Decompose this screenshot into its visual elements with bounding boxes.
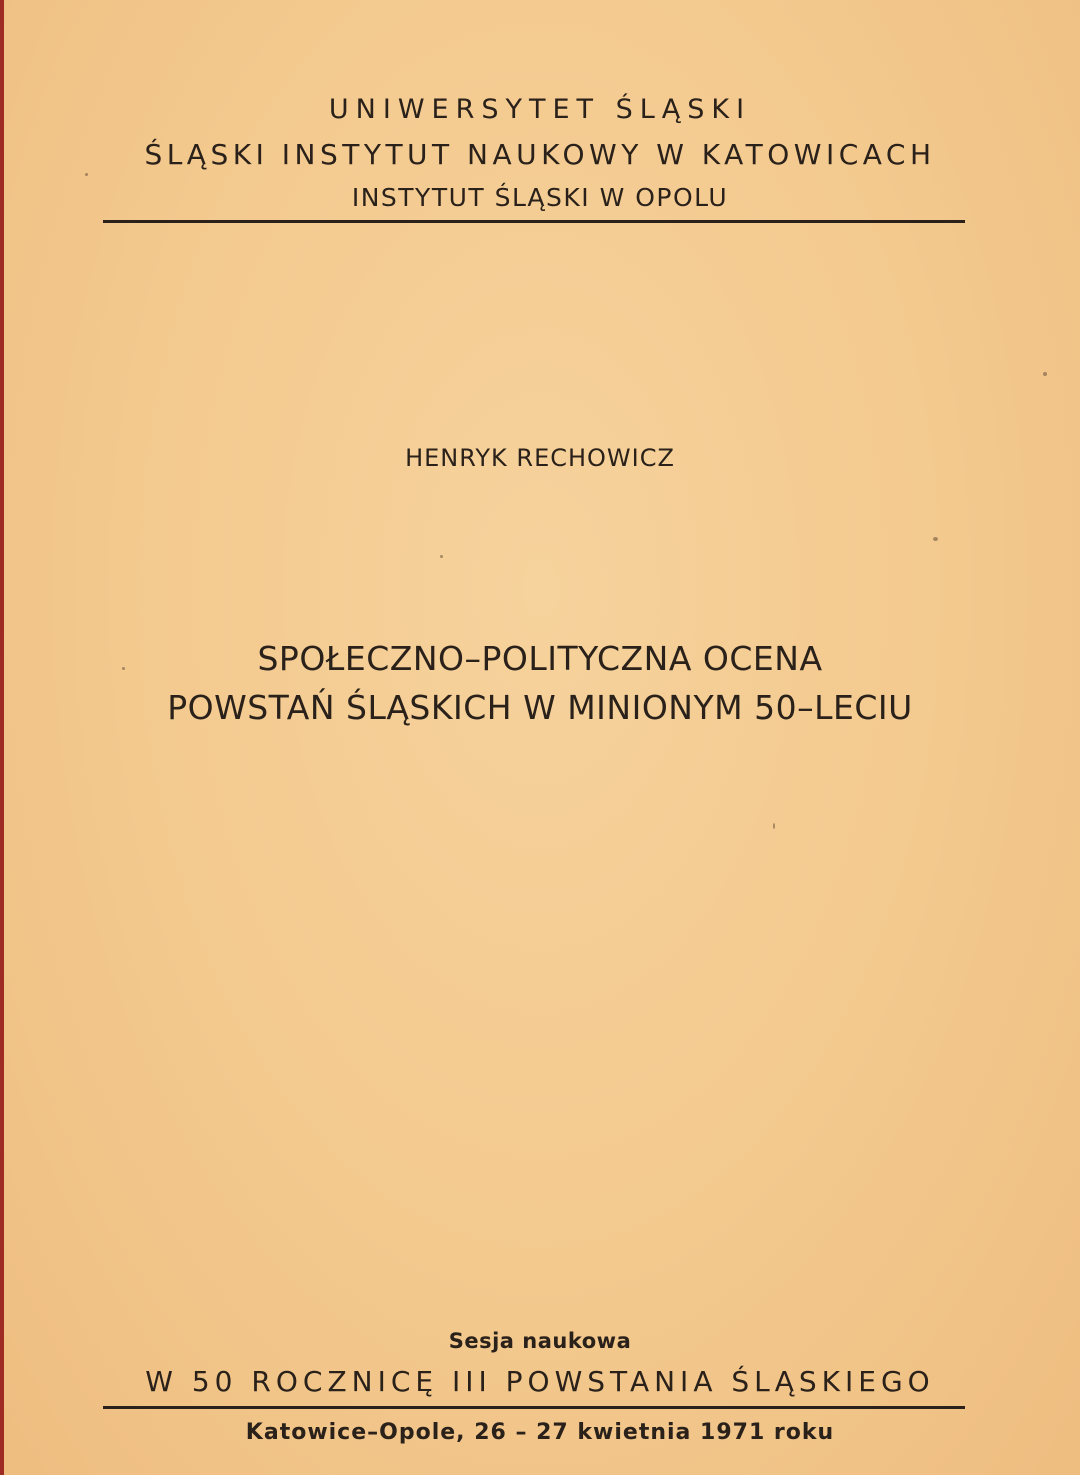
paper-speck [1043,372,1047,376]
header-divider [103,220,965,223]
anniversary-line: W 50 ROCZNICĘ III POWSTANIA ŚLĄSKIEGO [145,1365,935,1398]
paper-speck [85,173,88,176]
title-line-1: SPOŁECZNO–POLITYCZNA OCENA [257,639,823,678]
university-name: UNIWERSYTET ŚLĄSKI [328,94,752,125]
place-and-date: Katowice–Opole, 26 – 27 kwietnia 1971 roku [245,1420,835,1445]
author-name: HENRYK RECHOWICZ [405,444,675,472]
title-line-2: POWSTAŃ ŚLĄSKICH W MINIONYM 50–LECIU [167,688,913,727]
paper-speck [933,537,938,541]
paper-speck [773,823,775,829]
paper-speck [440,555,443,558]
paper-speck [122,667,125,670]
page-edge [0,0,4,1475]
footer-divider [103,1406,965,1409]
institute-opole: INSTYTUT ŚLĄSKI W OPOLU [351,183,729,212]
session-label: Sesja naukowa [448,1329,632,1353]
institute-katowice: ŚLĄSKI INSTYTUT NAUKOWY W KATOWICACH [144,138,936,171]
